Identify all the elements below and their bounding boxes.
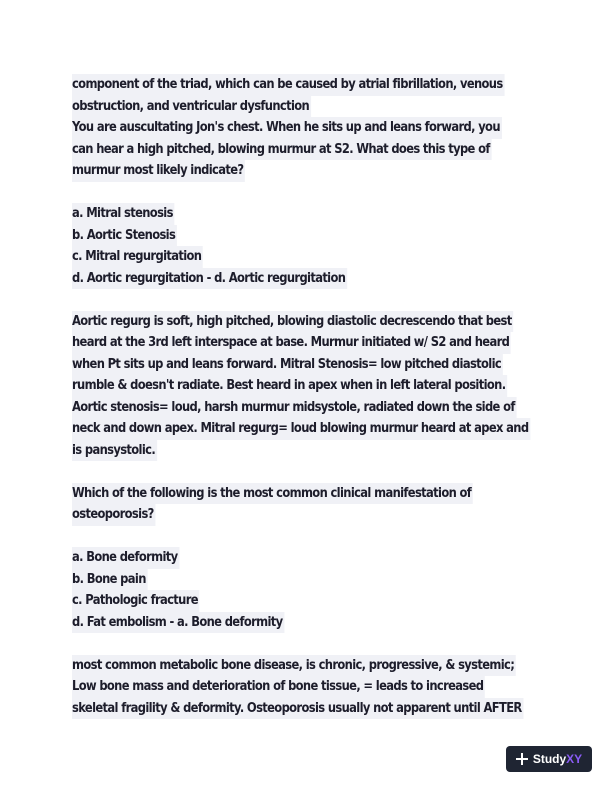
blank-line bbox=[72, 526, 548, 548]
text-line: when Pt sits up and leans forward. Mitral Stenosis= low pitched diastolic bbox=[72, 354, 503, 376]
text-line: b. Bone pain bbox=[72, 569, 147, 591]
text-line: a. Mitral stenosis bbox=[72, 203, 175, 225]
text-line: most common metabolic bone disease, is chronic, progressive, & systemic; bbox=[72, 655, 516, 677]
text-line: Low bone mass and deterioration of bone tissue, = leads to increased bbox=[72, 676, 485, 698]
text-line: c. Pathologic fracture bbox=[72, 590, 200, 612]
blank-line bbox=[72, 289, 548, 311]
text-line: a. Bone deformity bbox=[72, 547, 179, 569]
text-line: component of the triad, which can be caused by atrial fibrillation, venous bbox=[72, 74, 504, 96]
text-line: is pansystolic. bbox=[72, 440, 157, 462]
text-line: murmur most likely indicate? bbox=[72, 160, 245, 182]
text-line: b. Aortic Stenosis bbox=[72, 225, 177, 247]
text-line: d. Aortic regurgitation - d. Aortic regurgitation bbox=[72, 268, 347, 290]
document-body bbox=[72, 74, 548, 719]
studyxy-badge[interactable] bbox=[506, 746, 592, 772]
text-line: Which of the following is the most common clinical manifestation of bbox=[72, 483, 473, 505]
text-line: neck and down apex. Mitral regurg= loud blowing murmur heard at apex and bbox=[72, 418, 530, 440]
text-line: heard at the 3rd left interspace at base. Murmur initiated w/ S2 and heard bbox=[72, 332, 511, 354]
blank-line bbox=[72, 182, 548, 204]
text-line: c. Mitral regurgitation bbox=[72, 246, 203, 268]
text-line: Aortic regurg is soft, high pitched, blowing diastolic decrescendo that best bbox=[72, 311, 513, 333]
text-line: skeletal fragility & deformity. Osteoporosis usually not apparent until AFTER bbox=[72, 698, 523, 720]
plus-icon bbox=[516, 753, 528, 765]
logo-text-main: Study bbox=[532, 752, 567, 766]
text-line: Aortic stenosis= loud, harsh murmur midsystole, radiated down the side of bbox=[72, 397, 516, 419]
studyxy-logo-text bbox=[533, 752, 582, 766]
logo-text-accent: XY bbox=[566, 752, 583, 766]
text-line: rumble & doesn't radiate. Best heard in apex when in left lateral position. bbox=[72, 375, 507, 397]
text-line: d. Fat embolism - a. Bone deformity bbox=[72, 612, 284, 634]
blank-line bbox=[72, 461, 548, 483]
text-line: You are auscultating Jon's chest. When he sits up and leans forward, you bbox=[72, 117, 502, 139]
text-line: can hear a high pitched, blowing murmur at S2. What does this type of bbox=[72, 139, 491, 161]
text-line: osteoporosis? bbox=[72, 504, 155, 526]
text-line: obstruction, and ventricular dysfunction bbox=[72, 96, 311, 118]
blank-line bbox=[72, 633, 548, 655]
